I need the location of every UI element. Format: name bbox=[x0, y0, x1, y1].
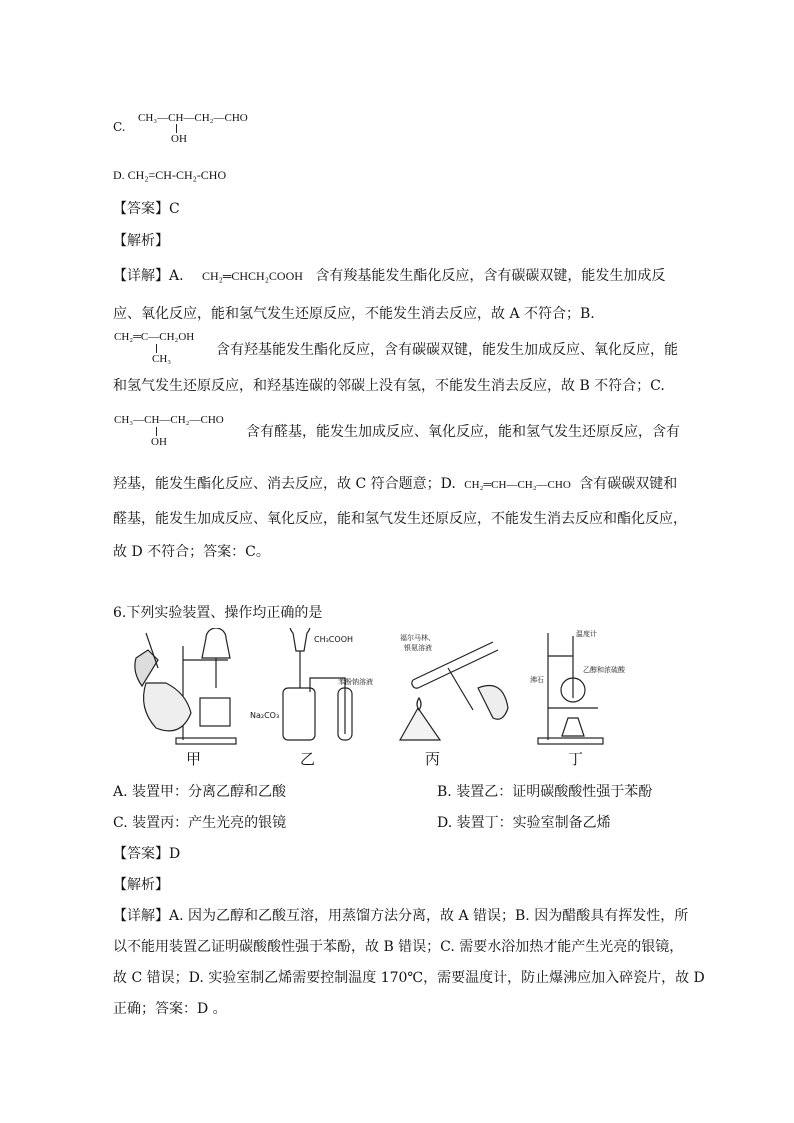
formula-c-bond bbox=[156, 427, 157, 436]
option-c-oh: OH bbox=[171, 133, 187, 145]
apparatus-bing bbox=[400, 642, 508, 740]
formula-c: CH₃—CH—CH₂—CHO bbox=[114, 414, 224, 426]
q6-detail-line1: 【详解】A. 因为乙醇和乙酸互溶，用蒸馏方法分离，故 A 错误；B. 因为醋酸具有挥发性，所 bbox=[113, 908, 689, 924]
formula-b-ch3: CH₃ bbox=[152, 353, 172, 365]
q6-detail-line3: 故 C 错误；D. 实验室制乙烯需要控制温度 170℃，需要温度计，防止爆沸应加入碎瓷片，故 D bbox=[113, 970, 705, 986]
fig-label-jia: 甲 bbox=[186, 750, 202, 768]
answer-1 bbox=[113, 198, 180, 218]
fig-label-bing: 丙 bbox=[425, 750, 441, 768]
analysis-1-label: 【解析】 bbox=[113, 233, 169, 249]
answer-value: D bbox=[169, 846, 181, 862]
answer-label: 【答案】 bbox=[113, 201, 169, 217]
detail-label: 【详解】A. bbox=[113, 268, 184, 284]
detail1-line1 bbox=[113, 265, 665, 285]
ding-reagent-label: 乙醇和浓硫酸 bbox=[583, 666, 625, 674]
option-c-formula: CH₃—CH—CH₂—CHO bbox=[138, 112, 248, 124]
detail1-line4: 和氢气发生还原反应，和羟基连碳的邻碳上没有氢，不能发生消去反应，故 B 不符合；C. bbox=[113, 378, 665, 394]
bing-label-1: 福尔马林、 bbox=[400, 634, 435, 642]
formula-b-bond bbox=[156, 344, 157, 353]
q6-option-b: B. 装置乙：证明碳酸酸性强于苯酚 bbox=[437, 784, 653, 800]
option-d: D. CH₂=CH-CH₂-CHO bbox=[113, 168, 227, 182]
answer-value: C bbox=[169, 201, 180, 217]
yi-ch3cooh-label: CH₃COOH bbox=[314, 635, 354, 644]
formula-d: CH₂═CH—CH₂—CHO bbox=[464, 479, 571, 491]
answer-label: 【答案】 bbox=[113, 846, 169, 862]
q6-option-a: A. 装置甲：分离乙醇和乙酸 bbox=[113, 784, 287, 800]
detail1-text-6a: 羟基，能发生酯化反应、消去反应，故 C 符合题意；D. bbox=[113, 476, 456, 492]
q6-detail-line4: 正确；答案：D 。 bbox=[113, 1001, 227, 1017]
q6-detail-line2: 以不能用装置乙证明碳酸酸性强于苯酚，故 B 错误；C. 需要水浴加热才能产生光亮的银镜， bbox=[113, 939, 684, 955]
formula-b: CH₂═C—CH₂OH bbox=[114, 331, 195, 343]
detail1-line5: 含有醛基，能发生加成反应、氧化反应，能和氢气发生还原反应，含有 bbox=[246, 424, 680, 440]
yi-phenoxide-label: 苯酚钠溶液 bbox=[338, 678, 373, 686]
apparatus-jia bbox=[135, 628, 236, 744]
q6-answer bbox=[113, 843, 180, 863]
ding-thermometer-label: 温度计 bbox=[576, 630, 597, 638]
detail1-text-a: 含有羧基能发生酯化反应，含有碳碳双键，能发生加成反 bbox=[315, 268, 666, 284]
option-c-bond bbox=[176, 124, 177, 133]
detail1-line7: 醛基，能发生加成反应、氧化反应，能和氢气发生还原反应，不能发生消去反应和酯化反应， bbox=[113, 511, 687, 527]
bing-label-2: 银氨溶液 bbox=[404, 644, 432, 652]
q6-stem: 6.下列实验装置、操作均正确的是 bbox=[113, 605, 323, 621]
fig-label-ding: 丁 bbox=[568, 750, 584, 768]
ding-stone-label: 沸石 bbox=[530, 676, 544, 684]
option-c-letter: C. bbox=[113, 120, 126, 134]
q6-option-d: D. 装置丁：实验室制备乙烯 bbox=[437, 815, 611, 831]
q6-option-c: C. 装置丙：产生光亮的银镜 bbox=[113, 815, 287, 831]
yi-na2co3-label: Na₂CO₃ bbox=[250, 711, 280, 720]
formula-a: CH₂═CHCH₂COOH bbox=[202, 269, 303, 283]
formula-c-oh: OH bbox=[151, 436, 167, 448]
detail1-line3: 含有羟基能发生酯化反应，含有碳碳双键，能发生加成反应、氧化反应，能 bbox=[216, 342, 678, 358]
detail1-line6 bbox=[113, 473, 677, 493]
apparatus-figures bbox=[128, 628, 688, 768]
q6-analysis-label: 【解析】 bbox=[113, 877, 169, 893]
detail1-text-6b: 含有碳碳双键和 bbox=[579, 476, 678, 492]
apparatus-ding bbox=[538, 633, 603, 744]
detail1-line2: 应、氧化反应，能和氢气发生还原反应，不能发生消去反应，故 A 不符合；B. bbox=[113, 306, 595, 322]
detail1-line8: 故 D 不符合；答案：C。 bbox=[113, 544, 270, 560]
fig-label-yi: 乙 bbox=[300, 750, 316, 768]
